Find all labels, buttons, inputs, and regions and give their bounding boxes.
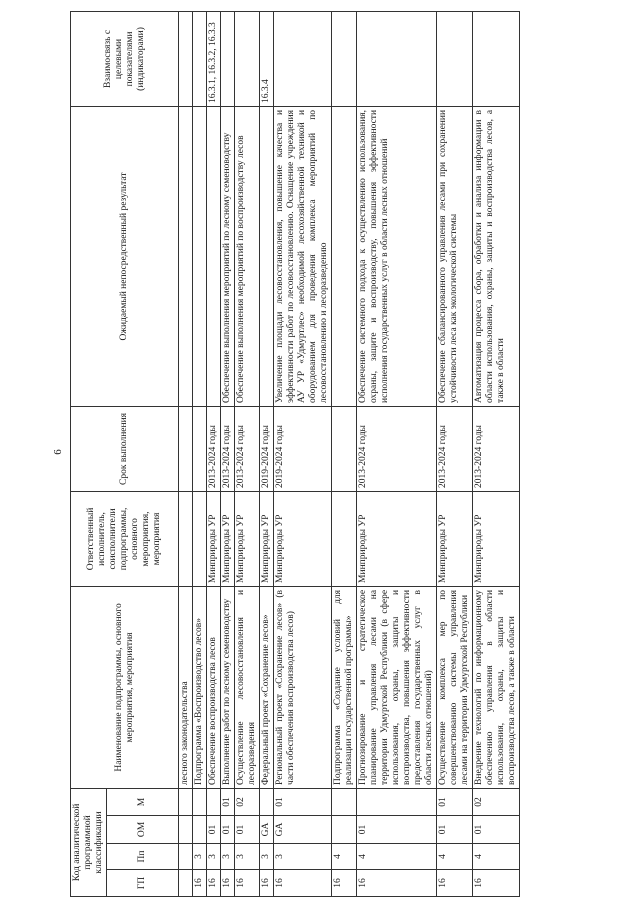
table-row [260,11,274,896]
cell-link [274,11,332,106]
cell-pp: 4 [473,844,520,870]
cell-term: 2013-2024 годы [207,406,221,491]
cell-executor [179,491,193,586]
cell-name: Региональный проект «Сохранение лесов» (в части обеспечения воспроизводства лесов) [274,586,332,788]
cell-om: GA [274,816,332,844]
cell-link: 16.3.4 [260,11,274,106]
cell-gp: 16 [207,870,221,897]
cell-executor: Минприроды УР [207,491,221,586]
cell-gp: 16 [274,870,332,897]
table-row [332,11,357,896]
header-link: Взаимосвязь с целевыми показателями (индикаторами) [71,11,179,106]
cell-gp: 16 [193,870,207,897]
header-row-1 [71,11,107,896]
header-term: Срок выполнения [71,406,179,491]
cell-term [193,406,207,491]
cell-result: Обеспечение выполнения мероприятий по лесному семеноводству [221,106,235,406]
cell-om: 01 [473,816,520,844]
cell-m [332,788,357,815]
cell-term: 2013-2024 годы [221,406,235,491]
table-row [193,11,207,896]
cell-term: 2019-2024 годы [274,406,332,491]
cell-pp: 3 [207,844,221,870]
cell-pp: 3 [274,844,332,870]
header-om: ОМ [107,816,179,844]
cell-name: Федеральный проект «Сохранение лесов» [260,586,274,788]
cell-m: 02 [235,788,260,815]
cell-gp: 16 [357,870,437,897]
cell-link [221,11,235,106]
cell-om: GA [260,816,274,844]
cell-om: 01 [221,816,235,844]
cell-m [193,788,207,815]
cell-name: Подпрограмма «Создание условий для реализации государственной программы» [332,586,357,788]
cell-m [179,788,193,815]
cell-name: лесного законодательства [179,586,193,788]
cell-gp: 16 [260,870,274,897]
cell-name: Осуществление лесовосстановления и лесоразведения [235,586,260,788]
cell-om: 01 [357,816,437,844]
cell-pp: 3 [221,844,235,870]
cell-pp: 4 [357,844,437,870]
cell-term: 2019-2024 годы [260,406,274,491]
table-row [235,11,260,896]
cell-term: 2013-2024 годы [437,406,473,491]
cell-name: Внедрение технологий по информационному обеспечению управления в области использования, охраны, защиты и воспроизводства лесов, а также в области [473,586,520,788]
cell-om [332,816,357,844]
cell-om: 01 [235,816,260,844]
table-row [207,11,221,896]
header-pp: Пп [107,844,179,870]
cell-result: Обеспечение системного подхода к осуществлению использования, охраны, защите и воспроизводству, повышения эффективности исполнения государственных услуг в области лесных отношений [357,106,437,406]
rotated-page [70,12,625,897]
cell-executor [332,491,357,586]
cell-term: 2013-2024 годы [357,406,437,491]
cell-pp: 3 [235,844,260,870]
cell-result: Обеспечение сбалансированного управления лесами при сохранении устойчивости леса как экологической системы [437,106,473,406]
cell-term [179,406,193,491]
cell-executor: Минприроды УР [221,491,235,586]
cell-link [193,11,207,106]
cell-result [179,106,193,406]
cell-link [332,11,357,106]
cell-gp: 16 [221,870,235,897]
table-row [437,11,473,896]
cell-pp: 4 [437,844,473,870]
cell-om: 01 [437,816,473,844]
cell-name: Прогнозирование и стратегическое планирование управления лесами на территории Удмуртской Республики (в сфере использования, охраны, защиты и воспроизводства, повышения эффективности предоставления государственных услуг в области лесных отношений) [357,586,437,788]
cell-link: 16.3.1, 16.3.2, 16.3.3 [207,11,221,106]
cell-result: Увеличение площади лесовосстановления, повышение качества и эффективности работ по лесовосстановлению. Оснащение учреждения АУ УР «Удмуртлес» необходимой лесохозяйственной техникой и оборудованием для проведения комплекса мероприятий по лесовосстановлению и лесоразведению [274,106,332,406]
cell-result: Обеспечение выполнения мероприятий по воспроизводству лесов [235,106,260,406]
cell-gp: 16 [437,870,473,897]
cell-m: 01 [274,788,332,815]
cell-m [207,788,221,815]
header-m: М [107,788,179,815]
header-result: Ожидаемый непосредственный результат [71,106,179,406]
cell-result [260,106,274,406]
cell-gp: 16 [473,870,520,897]
cell-m: 01 [221,788,235,815]
cell-term [332,406,357,491]
cell-executor: Минприроды УР [357,491,437,586]
cell-m [260,788,274,815]
cell-m: 02 [473,788,520,815]
cell-term: 2013-2024 годы [235,406,260,491]
cell-name: Осуществление комплекса мер по совершенствованию системы управления лесами на территории Удмуртской Республики [437,586,473,788]
cell-pp [179,844,193,870]
cell-result [332,106,357,406]
cell-name: Выполнение работ по лесному семеноводству [221,586,235,788]
cell-om [179,816,193,844]
cell-gp: 16 [332,870,357,897]
header-gp: ГП [107,870,179,897]
cell-om: 01 [207,816,221,844]
cell-name: Обеспечение воспроизводства лесов [207,586,221,788]
cell-om [193,816,207,844]
cell-executor: Минприроды УР [274,491,332,586]
cell-executor: Минприроды УР [473,491,520,586]
cell-m [357,788,437,815]
table-row [274,11,332,896]
header-name: Наименование подпрограммы, основного мероприятия, мероприятия [71,586,179,788]
cell-term: 2013-2024 годы [473,406,520,491]
cell-pp: 3 [193,844,207,870]
cell-result: Автоматизация процесса сбора, обработки и анализа информации в области использования, охраны, защиты и воспроизводства лесов, а также в области [473,106,520,406]
table-row [357,11,437,896]
cell-link [179,11,193,106]
table-row [473,11,520,896]
cell-link [473,11,520,106]
header-executor: Ответственный исполнитель, соисполнители подпрограммы, основного мероприятия, мероприятия [71,491,179,586]
table-body [179,11,520,896]
cell-executor [193,491,207,586]
cell-link [235,11,260,106]
cell-executor: Минприроды УР [235,491,260,586]
cell-pp: 4 [332,844,357,870]
cell-gp: 16 [235,870,260,897]
cell-link [357,11,437,106]
cell-link [437,11,473,106]
cell-pp: 3 [260,844,274,870]
header-code-group: Код аналитической программной классификации [71,788,107,896]
cell-name: Подпрограмма «Воспроизводство лесов» [193,586,207,788]
cell-m: 01 [437,788,473,815]
table-row [179,11,193,896]
cell-executor: Минприроды УР [437,491,473,586]
cell-gp [179,870,193,897]
cell-result [193,106,207,406]
cell-executor: Минприроды УР [260,491,274,586]
cell-result [207,106,221,406]
program-table [70,11,520,897]
page-number: 6 [52,449,64,455]
table-row [221,11,235,896]
